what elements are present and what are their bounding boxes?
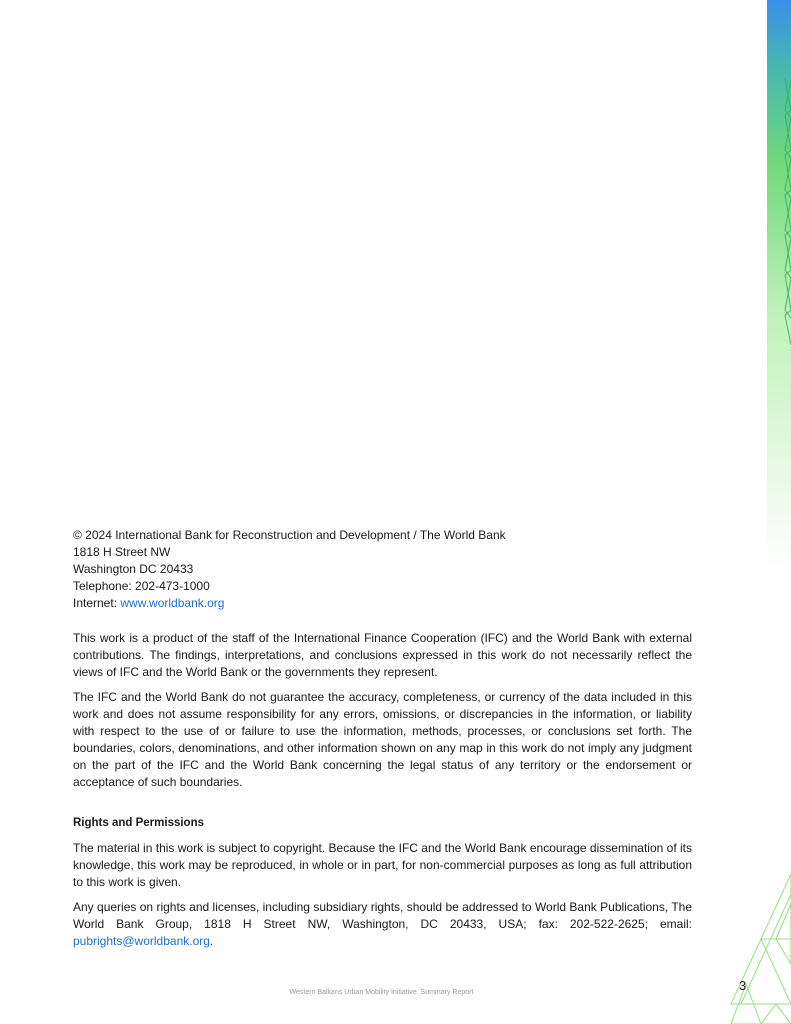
rights-permissions-heading: Rights and Permissions	[73, 817, 205, 829]
rights-paragraph-1: The material in this work is subject to copyright. Because the IFC and the World Bank encourage dissemination of its knowledge, this work may be reproduced, in whole or in part, for non-commercial purposes as long as full attribution to this work is given.	[73, 841, 692, 889]
copyright-line: © 2024 International Bank for Reconstruction and Development / The World Bank	[73, 528, 506, 542]
internet-label: Internet:	[73, 596, 121, 610]
pubrights-email-link[interactable]: pubrights@worldbank.org	[73, 934, 210, 948]
copyright-page-content	[73, 527, 692, 950]
worldbank-website-link[interactable]: www.worldbank.org	[120, 596, 225, 610]
rights-contact-suffix: .	[209, 934, 214, 948]
footer-report-title: Western Balkans Urban Mobility Initiative. Summary Report	[289, 989, 474, 996]
telephone: Telephone: 202-473-1000	[73, 579, 210, 593]
rights-paragraph-2	[73, 899, 692, 950]
rights-contact-text: Any queries on rights and licenses, including subsidiary rights, should be addressed to World Bank Publications, The World Bank Group, 1818 H Street NW, Washington, DC 20433, USA; fax: 202-522-2625; email:	[73, 900, 692, 931]
decorative-triangles-bottom	[681, 864, 791, 1024]
copyright-block	[73, 527, 692, 612]
disclaimer-paragraph-2: The IFC and the World Bank do not guarantee the accuracy, completeness, or currency of the data included in this work and does not assume responsibility for any errors, omissions, or discrepancies in the information, or liability with respect to the use of or failure to use the information, methods, processes, or conclusions set forth. The boundaries, colors, denominations, and other information shown on any map in this work do not imply any judgment on the part of the IFC and the World Bank concerning the legal status of any territory or the endorsement or acceptance of such boundaries.	[73, 690, 692, 789]
address-city: Washington DC 20433	[73, 562, 194, 576]
page-number: 3	[739, 978, 747, 993]
disclaimer-paragraph-1: This work is a product of the staff of the International Finance Cooperation (IFC) and the World Bank with external contributions. The findings, interpretations, and conclusions expressed in this work do not necessarily reflect the views of IFC and the World Bank or the governments they represent.	[73, 631, 692, 679]
internet-line	[73, 595, 692, 612]
address-street: 1818 H Street NW	[73, 545, 171, 559]
decorative-triangle-pattern	[761, 0, 791, 360]
